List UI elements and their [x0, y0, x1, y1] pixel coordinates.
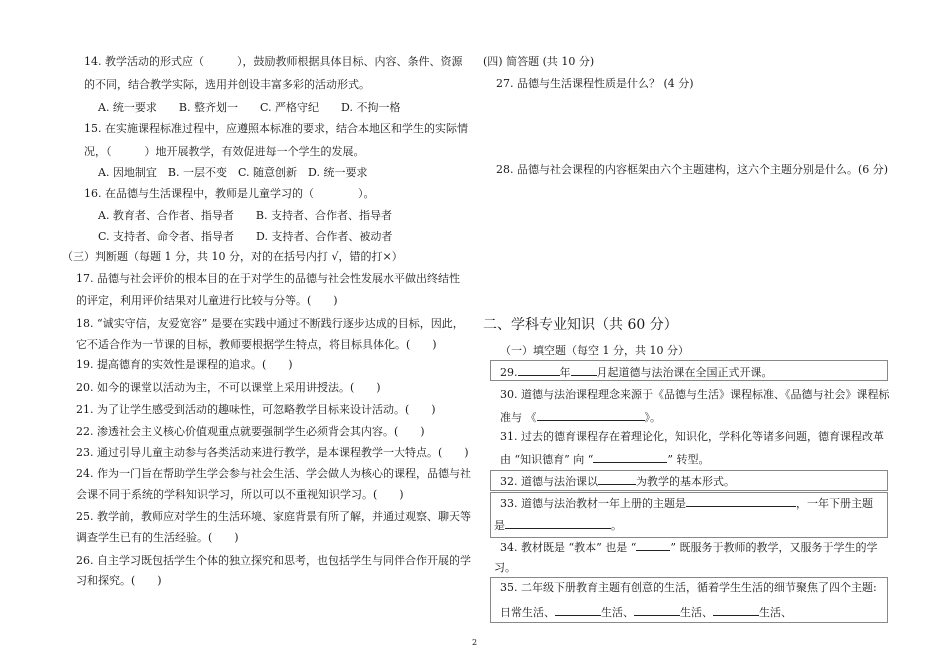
- q26-line-2: 习和探究。( ): [76, 574, 162, 587]
- q20: 20. 如今的课堂以活动为主，不可以课堂上采用讲授法。( ): [76, 381, 381, 394]
- q17-line-1: 17. 品德与社会评价的根本目的在于对学生的品德与社会性发展水平做出终结性: [76, 272, 460, 285]
- q35-blank-3[interactable]: [713, 604, 759, 616]
- q35-blank-2[interactable]: [634, 604, 680, 616]
- q32: 32. 道德与法治课以 为教学的基本形式。: [500, 475, 735, 488]
- q25-line-2: 调查学生已有的生活经验。( ): [76, 531, 239, 544]
- q33-line-1: 33. 道德与法治教材一年上册的主题是 ，一年下册主题: [500, 497, 873, 510]
- q16-options-1: A. 教育者、合作者、指导者 B. 支持者、合作者、指导者: [98, 209, 393, 222]
- q26-line-1: 26. 自主学习既包括学生个体的独立探究和思考，也包括学生与同伴合作开展的学: [76, 554, 471, 567]
- q33-blank-2[interactable]: [505, 517, 611, 529]
- q16-line-1: 16. 在品德与生活课程中，教师是儿童学习的（ ）。: [84, 187, 375, 200]
- q29: [500, 364, 773, 380]
- section-4-heading: (四) 简答题 (共 10 分): [483, 55, 595, 68]
- q29-blank-year[interactable]: [518, 364, 560, 376]
- q35-line-1: 35. 二年级下册教育主题有创意的生活，循着学生生活的细节聚焦了四个主题:: [500, 581, 877, 594]
- q35-line-2: 日常生活、 生活、 生活、 生活、: [500, 606, 792, 619]
- q35-blank-1[interactable]: [555, 604, 601, 616]
- q29-year-label: 年: [559, 366, 571, 379]
- q34-blank[interactable]: [636, 539, 670, 551]
- q18-line-1: 18. “诚实守信，友爱宽容” 是要在实践中通过不断践行逐步达成的目标，因此，: [76, 317, 464, 330]
- q30-blank[interactable]: [537, 409, 645, 421]
- q28: 28. 品德与社会课程的内容框架由六个主题建构，这六个主题分别是什么。(6 分): [496, 163, 889, 176]
- q32-blank[interactable]: [598, 473, 636, 485]
- q30-line-1: 30. 道德与法治课程理念来源于《品德与生活》课程标准、《品德与社会》课程标: [500, 388, 890, 401]
- q34-line-1: 34. 教材既是 “教本” 也是 “ ” 既服务于教师的教学，又服务于学生的学: [500, 541, 878, 554]
- q34-line-2: 习。: [494, 561, 516, 574]
- q19: 19. 提高德育的实效性是课程的追求。( ): [76, 358, 293, 371]
- q25-line-1: 25. 教学前，教师应对学生的生活环境、家庭背景有所了解，并通过观察、聊天等: [76, 510, 471, 523]
- q27: 27. 品德与生活课程性质是什么？ (4 分): [496, 77, 694, 90]
- q16-options-2: C. 支持者、命令者、指导者 D. 支持者、合作者、被动者: [98, 230, 393, 243]
- q15-line-1: 15. 在实施课程标准过程中，应遵照本标准的要求，结合本地区和学生的实际情: [84, 122, 468, 135]
- q23: 23. 通过引导儿童主动参与各类活动来进行教学，是本课程教学一大特点。( ): [76, 446, 469, 459]
- q15-options: A. 因地制宜 B. 一层不变 C. 随意创新 D. 统一要求: [98, 166, 368, 179]
- q15-line-2: 况，（ ）地开展教学，有效促进每一个学生的发展。: [84, 145, 365, 158]
- q14-line-2: 的不同，结合教学实际，选用并创设丰富多彩的活动形式。: [84, 78, 370, 91]
- q17-line-2: 的评定，利用评价结果对儿童进行比较与分等。( ): [76, 294, 338, 307]
- q29-blank-month[interactable]: [571, 364, 597, 376]
- q29-number: 29.: [500, 366, 518, 379]
- q30-line-2: 准与 《 》。: [500, 411, 661, 424]
- q29-text: 月起道德与法治课在全国正式开课。: [596, 366, 773, 379]
- section-3-heading: （三）判断题（每题 1 分，共 10 分，对的在括号内打 √，错的打×）: [62, 250, 403, 263]
- q31-blank[interactable]: [593, 451, 667, 463]
- q14-options: A. 统一要求 B. 整齐划一 C. 严格守纪 D. 不拘一格: [98, 101, 401, 114]
- fill-in-heading: （一）填空题（每空 1 分，共 10 分）: [500, 344, 689, 357]
- q24-line-1: 24. 作为一门旨在帮助学生学会参与社会生活、学会做人为核心的课程，品德与社: [76, 467, 471, 480]
- q31-line-2: 由 “知识德育” 向 “ ” 转型。: [500, 453, 710, 466]
- q14-line-1: 14. 教学活动的形式应（ ），鼓励教师根据具体目标、内容、条件、资源: [84, 55, 463, 68]
- q24-line-2: 会课不同于系统的学科知识学习，所以可以不重视知识学习。( ): [76, 488, 404, 501]
- q18-line-2: 它不适合作为一节课的目标，教师要根据学生特点，将目标具体化。( ): [76, 338, 437, 351]
- q31-line-1: 31. 过去的德育课程存在着理论化，知识化，学科化等诸多问题，德育课程改革: [500, 430, 884, 443]
- part-2-heading: 二、学科专业知识（共 60 分）: [483, 317, 678, 333]
- q33-line-2: 是 。: [494, 519, 622, 532]
- page-number: 2: [472, 638, 478, 647]
- q33-blank-1[interactable]: [686, 495, 796, 507]
- q22: 22. 渗透社会主义核心价值观重点就要强制学生必须背会其内容。( ): [76, 425, 425, 438]
- q21: 21. 为了让学生感受到活动的趣味性，可忽略教学目标来设计活动。( ): [76, 403, 436, 416]
